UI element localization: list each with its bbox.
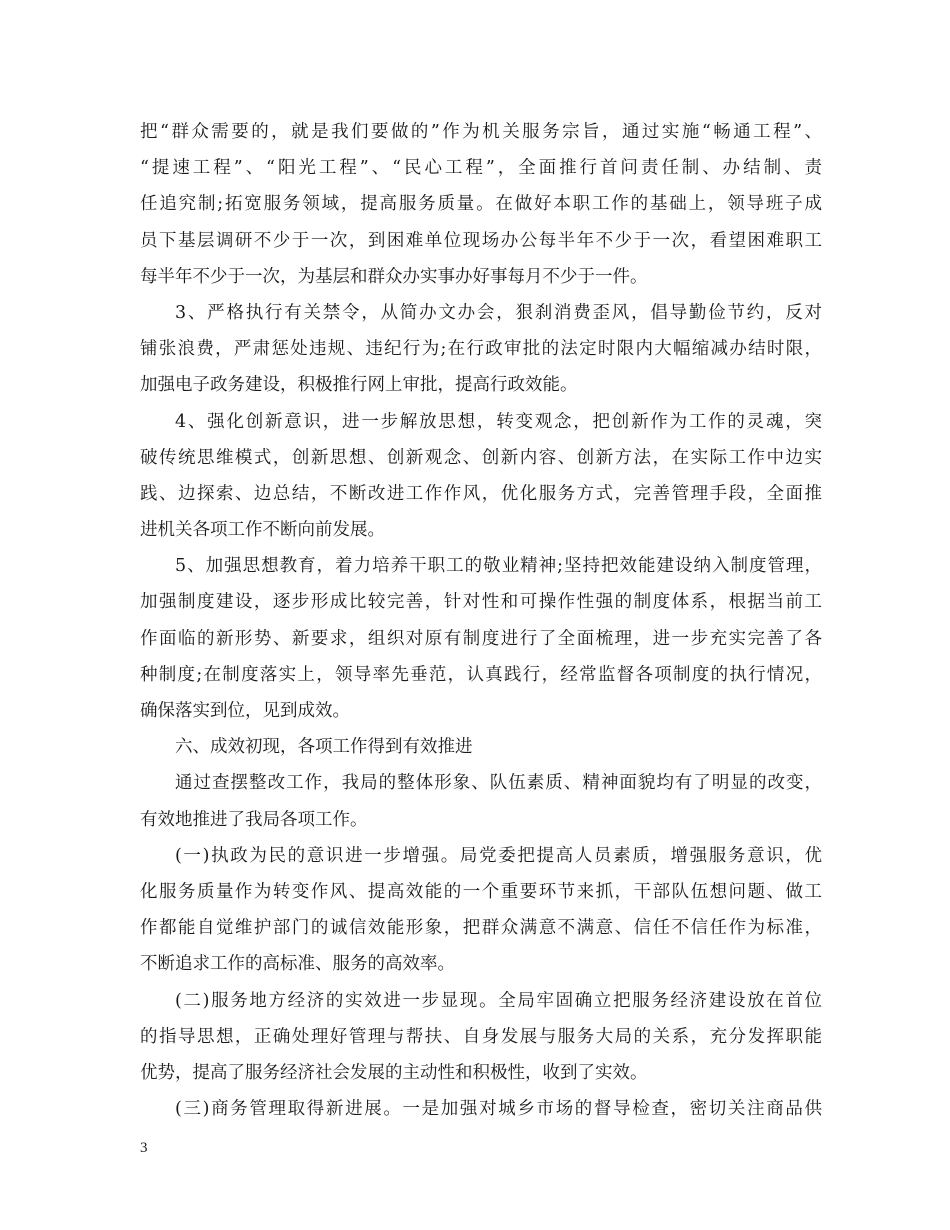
paragraph-line: 每半年不少于一次，为基层和群众办实事办好事每月不少于一件。: [140, 266, 648, 287]
paragraph-line: 作面临的新形势、新要求，组织对原有制度进行了全面梳理，进一步充实完善了各: [140, 628, 822, 649]
paragraph-line: (二)服务地方经济的实效进一步显现。全局牢固确立把服务经济建设放在首位: [175, 990, 822, 1011]
paragraph-line: 3、严格执行有关禁令，从简办文办会，狠刹消费歪风，倡导勤俭节约，反对: [175, 302, 822, 323]
paragraph-line: 5、加强思想教育，着力培养干职工的敬业精神;坚持把效能建设纳入制度管理，: [175, 556, 822, 577]
paragraph-line: (一)执政为民的意识进一步增强。局党委把提高人员素质，增强服务意识，优: [175, 845, 822, 866]
paragraph-line: 作都能自觉维护部门的诚信效能形象，把群众满意不满意、信任不信任作为标准，: [140, 918, 822, 939]
paragraph-line: 破传统思维模式，创新思想、创新观念、创新内容、创新方法，在实际工作中边实: [140, 447, 822, 468]
paragraph-line: 通过查摆整改工作，我局的整体形象、队伍素质、精神面貌均有了明显的改变，: [175, 773, 822, 794]
paragraph-line: 4、强化创新意识，进一步解放思想，转变观念，把创新作为工作的灵魂，突: [175, 411, 822, 432]
paragraph-line: 加强电子政务建设，积极推行网上审批，提高行政效能。: [140, 375, 578, 396]
page-number: 3: [140, 1140, 148, 1156]
paragraph-line: 种制度;在制度落实上，领导率先垂范，认真践行，经常监督各项制度的执行情况，: [140, 664, 822, 685]
paragraph-line: 有效地推进了我局各项工作。: [140, 809, 368, 830]
paragraph-line: 确保落实到位，见到成效。: [140, 701, 350, 721]
paragraph-line: 六、成效初现，各项工作得到有效推进: [175, 737, 473, 758]
paragraph-line: 化服务质量作为转变作风、提高效能的一个重要环节来抓，干部队伍想问题、做工: [140, 881, 822, 902]
paragraph-line: “提速工程”、“阳光工程”、“民心工程”，全面推行首问责任制、办结制、责: [140, 158, 822, 179]
paragraph-line: 铺张浪费，严肃惩处违规、违纪行为;在行政审批的法定时限内大幅缩减办结时限，: [140, 339, 822, 360]
paragraph-line: 不断追求工作的高标准、服务的高效率。: [140, 954, 455, 975]
paragraph-line: 践、边探索、边总结，不断改进工作作风，优化服务方式，完善管理手段，全面推: [140, 483, 822, 504]
paragraph-line: 进机关各项工作不断向前发展。: [140, 520, 385, 541]
paragraph-line: 的指导思想，正确处理好管理与帮扶、自身发展与服务大局的关系，充分发挥职能: [140, 1026, 822, 1047]
paragraph-line: 把“群众需要的，就是我们要做的”作为机关服务宗旨，通过实施“畅通工程”、: [140, 122, 822, 142]
document-body: [140, 114, 822, 1127]
paragraph-line: 优势，提高了服务经济社会发展的主动性和积极性，收到了实效。: [140, 1062, 648, 1083]
paragraph-line: 加强制度建设，逐步形成比较完善，针对性和可操作性强的制度体系，根据当前工: [140, 592, 822, 613]
paragraph-line: 任追究制;拓宽服务领域，提高服务质量。在做好本职工作的基础上，领导班子成: [140, 194, 822, 215]
paragraph-line: (三)商务管理取得新进展。一是加强对城乡市场的督导检查，密切关注商品供: [175, 1099, 822, 1120]
paragraph-line: 员下基层调研不少于一次，到困难单位现场办公每半年不少于一次，看望困难职工: [140, 230, 822, 251]
